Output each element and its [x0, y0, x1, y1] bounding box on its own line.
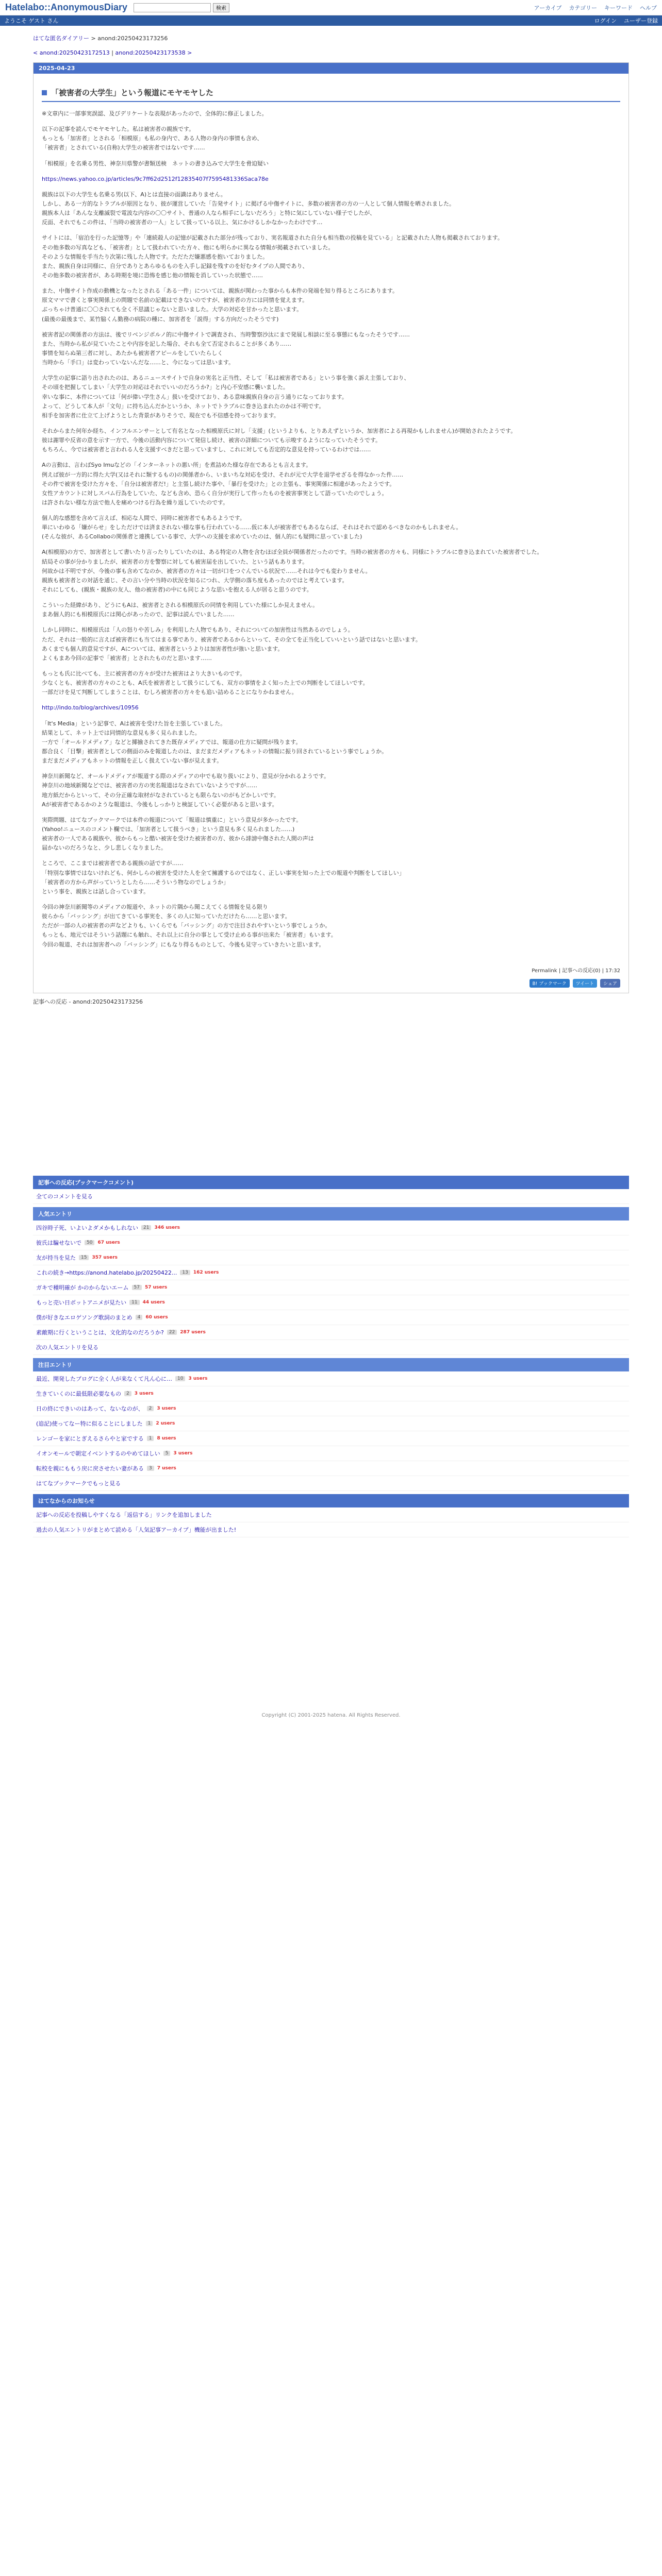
entry-paragraph: 個人的な感想を含めて言えば、相応な人間で、同時に被害者でもあるようです。 単にいわゆる「嫌がらせ」をしただけでは済まされない様な事も行われている……仮に本人が被害者でもあるならば、それはそれで認めるべきなのかもしれません。 (そんな彼が、あるCollaboの関係者と連携している事で、大学への支援を求めていたのは、個人的にも疑問に思っていました) [42, 515, 462, 540]
entry-paragraph: 「相模原」を名乗る男性、神奈川県警が書類送検 ネットの書き込みで大学生を脅迫疑い [42, 160, 269, 167]
prev-entry-link[interactable]: < anond:20250423172513 [33, 49, 110, 56]
bookmark-users[interactable]: 2 users [156, 1420, 175, 1426]
bookmark-users[interactable]: 3 users [173, 1450, 193, 1456]
sidebar [33, 1176, 629, 1537]
breadcrumb-current: anond:20250423173256 [97, 35, 168, 42]
attention-list [33, 1371, 629, 1476]
bookmark-users[interactable]: 3 users [188, 1376, 208, 1381]
all-comments-link[interactable] [33, 1189, 629, 1204]
entry-paragraph: 親族は以下の大学生も名乗る男(以下、A)とは直接の面識はありません。 しかし、ある一方的なトラブルが原因となり、彼が運営していた「告発サイト」に掲げる中傷サイトに、多数の被害者の方の一人として個人情報を晒されました。 親族本人は「あんな支離滅裂で電波な内容の〇〇サイト、普通の人なら相手にしないだろう」と特に気にしていない様子でしたが、 反面、それでもこの件は、「当時の被害者の一人」として扱っている以上、気にかけるしかなかったわけです… [42, 191, 455, 226]
welcome-bar [0, 15, 662, 26]
entry-paragraph: 今回の神奈川新聞等のメディアの報道や、ネットの片隅から聞こえてくる情報を見る限り 彼らから「バッシング」が出てきている事実を、多くの人に知っていただけたら……と思います。 ただが一部の人の被害者の声などよりも、いくらでも「バッシング」の方で注目されやすいという事でしょうか。 もっとも、地元ではそういう話題にも触れ、それ以上に自分の事として受け止める事が出来た「被害者」もいます。 今回の報道、それは加害者への「バッシング」にもなり得るものとして、今後も見守っていきたいと思います。 [42, 903, 337, 948]
popular-list [33, 1221, 629, 1340]
comment-count[interactable]: 57 [132, 1285, 142, 1290]
comment-count[interactable]: 22 [167, 1330, 177, 1335]
list-item-title[interactable]: イオンモールで朝定イベントするのやめてほしい [36, 1450, 160, 1457]
list-item-title[interactable]: ガキで種明確が かのからないエーム [36, 1284, 129, 1291]
entry-paragraph: A(相模原)の方で、加害者として書いたり言ったりしていたのは、ある特定の人物を含むほぼ全員が関係者だったのです。当時の被害者の方々も、同様にトラブルに巻き込まれていた被害者でした。 結局その事が分かりましたが、被害者の方を警察に対しても被害届を出していた、という話もあります。 何故かは不明ですが、今後の事も含めてなのか、被害者の方々は一切が口をつぐんでいる状況で……それは今でも変わりません。 親族も被害者との対話を通じ、その言い分や当時の状況を知るにつれ、大学側の落ち度もあったのではと考えています。 それにしても、(親族・親族の友人、他の被害者)の中にも同じような思いを抱える人が居ると思うのです。 [42, 549, 543, 594]
list-item[interactable] [33, 1386, 629, 1401]
comment-count[interactable]: 13 [180, 1270, 190, 1275]
breadcrumb [33, 34, 662, 42]
attention-header: 注目エントリ [33, 1358, 629, 1371]
list-item-title[interactable]: もっと売い日ボットアニメが見たい [36, 1299, 127, 1306]
bookmark-users[interactable]: 44 users [142, 1299, 165, 1305]
list-item-title[interactable]: 転校を親にももう戻に戻させたい妻がある [36, 1465, 144, 1472]
all-comments-text[interactable]: 全てのコメントを見る [36, 1193, 93, 1200]
bookmark-users[interactable]: 57 users [144, 1284, 168, 1290]
bookmark-users[interactable]: 7 users [157, 1465, 176, 1471]
entry-section [34, 74, 628, 961]
entry-nav [33, 49, 662, 56]
entry-paragraph: 大学生の記事に語り出されたのは、あるニュースサイトで自身の実名と正当性、そして「私は被害者である」という事を強く訴え主張しており、 その頃を把握してしまい「大学生の対応はそれでいいのだろうか?」と内心不安感に襲いました。 幸いな事に、本件については「何が偉い学生さん」扱いを受けており、ある意味親族自身の言う通りになっております。 よって、どうして本人が「文句」に持ち込んだかというか、ネットでトラブルに巻き込まれたのかは不明です。 相手を加害者に仕立て上げようとした背景がありそうで、現在でも不信感を持っております。 [42, 375, 410, 419]
comment-count[interactable]: 50 [85, 1240, 94, 1245]
popular-header: 人気エントリ [33, 1207, 629, 1221]
search-button[interactable]: 検索 [213, 3, 229, 12]
list-item-title[interactable]: 僕が好きなエロゲソング歌詞のまとめ [36, 1314, 133, 1321]
bookmark-users[interactable]: 3 users [134, 1391, 154, 1396]
list-item-title[interactable]: 生きていくのに最低限必要なもの [36, 1390, 121, 1397]
entry-paragraph: ところで、ここまでは被害者である親族の話ですが…… 「特別な事情ではないけれども、何かしらの被害を受けた人を全て擁護するのではなく、正しい事実を知った上での報道や判断をしてほしい」 「被害者の方から声がっていうとしたら……そういう物なのでしょうか」 という事を、親族とは話し合っています。 [42, 860, 405, 895]
list-item[interactable] [33, 1461, 629, 1476]
bookmark-button[interactable]: B! ブックマーク [529, 979, 570, 988]
entry-day [33, 62, 629, 993]
entry-paragraph: しかし同時に、相模原氏は「人の怒りや苦しみ」を利用した人物でもあり、それについての加害性は当然あるのでしょう。 ただ、それは一般的に言えば被害者にも当てはまる事であり、被害者であるからといって、その全てを正当化していいという話ではないと思います。 あくまでも個人的意見ですが、Aについては、被害者というよりは加害者性が強いと思います。 よくもまあ今回の記事で「被害者」とされたものだと思います…… [42, 626, 421, 662]
bookmark-users[interactable]: 60 users [145, 1314, 168, 1320]
site-logo[interactable]: Hatelabo::AnonymousDiary [5, 2, 128, 12]
comment-count[interactable]: 2 [124, 1391, 131, 1396]
next-entry-link[interactable]: anond:20250423173538 > [115, 49, 192, 56]
welcome-text: ようこそ ゲスト さん [4, 18, 59, 24]
entry-title[interactable]: 「被害者の大学生」という報道にモヤモヤした [51, 88, 214, 97]
notice-header: はてなからのお知らせ [33, 1494, 629, 1507]
attention-more-link[interactable]: はてなブックマークでもっと見る [36, 1480, 121, 1487]
notice-1[interactable] [33, 1507, 629, 1522]
list-item-title[interactable]: 日の終にできいのはあって、ないなのが、 [36, 1405, 144, 1412]
keyword-link[interactable]: キーワード [604, 4, 633, 11]
attention-more[interactable] [33, 1476, 629, 1491]
bookmark-users[interactable]: 357 users [92, 1255, 118, 1260]
entry-paragraph: それからまた何年か経ち、インフルエンサーとして有名となった相模原氏に対し「支援」(というよりも、とりあえずというか、加害者による再現かもしれません)が開始されたようです。 彼は謝罪や反省の意を示す一方で、今後の活動内容について発信し続け、被害の詳細についても示唆するようになっていたそうです。 もちろん、今では被害者と言われる人を支援すべきだと思っていますし、これに対しても否定的な意見を持っているわけでは…… [42, 427, 517, 453]
list-item[interactable] [33, 1416, 629, 1431]
entry-paragraph: サイトには、「宿泊を行った記憶等」や「連続殺人の記憶が記載された部分が残っており、実名報道された自分も相当数の投稿を見ている」と記載された人物も掲載されております。 その他多数の写真なども、「被害者」として扱われていた方々、他にも明らかに異なる情報が掲載されていました。 そのような情報を手当たり次第に残した人物です。ただただ嫌悪感を抱いておりました。 また、親族自身は同様に、自分でありとあらゆるものを入手し記録を残すのを好むタイプの人間であり、 その他多数の被害者が、ある時期を境に恐怖を感じ他の情報を消していった状態で…… [42, 234, 503, 279]
header [0, 0, 662, 15]
bookmark-users[interactable]: 162 users [193, 1269, 219, 1275]
comment-count[interactable]: 1 [147, 1436, 154, 1441]
list-item[interactable] [33, 1431, 629, 1446]
comment-count[interactable]: 1 [146, 1421, 153, 1426]
comment-count[interactable]: 11 [129, 1300, 139, 1305]
entry-paragraph: こういった経緯があり、どうにもAは、被害者とされる相模原氏の同情を利用していた様にしか見えません。 まあ個人的にも相模原氏には関心があったので、記事は読んでいました…… [42, 602, 319, 618]
entry-paragraph: 神奈川新聞など、オールドメディアが報道する際のメディアの中でも取り扱いにより、意見が分かれるようです。 神奈川の地域新聞などでは、被害者の方の実名報道はなされていないようですが…… 地方紙だからといって、その分正確な取材がなされているとも限らないのがもどかしいです。 Aが被害者であるかのような報道は、今後もしっかりと検証していく必要があると思います。 [42, 773, 330, 808]
entry-paragraph: ※文章内に一部事実誤認、及びデリケートな表現があったので、全体的に修正しました。 [42, 110, 268, 117]
breadcrumb-home[interactable]: はてな匿名ダイアリー [33, 35, 90, 42]
archive-link[interactable]: アーカイブ [534, 4, 562, 11]
entry-paragraph: 被害者記の関係者の方法は、後でリベンジポルノ的に中傷サイトで調査され、当時警察沙汰にまで発展し相談に至る事態にもなったそうです…… また、当時から私が見ていたことや内容を記した場合、それも全て否定されることが多くあり…… 事情を知らぬ第三者に対し、あたかも被害者アピールをしていたらしく 当時から「手口」は変わっていないんだな……と、今になっては思います。 [42, 331, 410, 366]
comment-count[interactable]: 3 [147, 1466, 154, 1471]
entry-paragraph[interactable]: http://indo.to/blog/archives/10956 [42, 704, 139, 711]
entry-body [42, 102, 620, 950]
comment-count[interactable]: 5 [163, 1451, 171, 1456]
entry-date: 2025-04-23 [34, 63, 628, 74]
list-item-title[interactable]: これの続き→https://anond.hatelabo.jp/20250422... [36, 1269, 177, 1276]
entry-paragraph[interactable]: https://news.yahoo.co.jp/articles/9c7ff62d2512f12835407f7595481336Saca78e [42, 175, 269, 182]
list-item[interactable] [33, 1235, 629, 1250]
bookmark-users[interactable]: 67 users [97, 1240, 120, 1245]
bookmark-users[interactable]: 3 users [157, 1405, 176, 1411]
reactions-header: 記事への反応(ブックマークコメント) [33, 1176, 629, 1189]
list-item[interactable] [33, 1221, 629, 1235]
nav-sep: | [109, 49, 115, 56]
entry-meta[interactable]: Permalink | 記事への反応(0) | 17:32 [532, 968, 620, 974]
list-item-title[interactable]: 友が持当を見た [36, 1254, 76, 1261]
notice-1-link[interactable]: 記事への反応を投稿しやすくなる「返信する」リンクを追加しました [36, 1511, 212, 1518]
login-link[interactable]: ログイン [594, 18, 617, 24]
entry-paragraph: Aの言動は、言わばSyo Imuなどの「インターネットの悪い所」を煮詰めた様な存在であるとも言えます。 例えば彼が一方的に得た大学(又はそれに類するもの)の関係者から、いまいちな対応を受け、それが元で大学を退学せざるを得なかった件…… その件で被害を受けた方々を、「自分は被害者だ!」と主張し続けた事や、「暴行を受けた」との主張も、事実関係に相違があったようです。 女性アカウントに対しスパム行為をしていた、なども含め、恐らく自分が実行して作ったものを被害事実として語っていたのでしょう。 は許されない様な方法で他人を痛めつける行為を繰り返していたのです。 [42, 462, 404, 506]
list-item-title[interactable]: 彼氏は騙せないで [36, 1239, 81, 1246]
share-button[interactable]: シェア [600, 979, 620, 988]
top-links [534, 4, 657, 12]
footer: Copyright (C) 2001-2025 hatena. All Rights Reserved. [261, 1712, 401, 1718]
list-item-title[interactable]: 四谷時子死、いよいよダメかもしれない [36, 1224, 138, 1231]
bookmark-users[interactable]: 8 users [157, 1435, 176, 1441]
share-buttons [34, 979, 628, 993]
list-item-title[interactable]: 素敵期に行くということは、文化的なのだろうか? [36, 1329, 164, 1336]
comment-count[interactable]: 10 [175, 1376, 185, 1381]
popular-more-link[interactable]: 次の人気エントリを見る [36, 1344, 98, 1351]
entry-paragraph: 「It's Media」という記事で、Aは被害を受けた旨を主張していました。 結果として、ネット上では同情的な意見も多く見られました。 一方で「オールドメディア」などと揶揄されてきた既存メディアでは、報道の仕方に疑問が残ります。 都合良く「目撃」被害者としての側面のみを報道したのは、まだまだメディアもネットの情報に振り回されているという事でしょうか。 まだまだメディアもネットの情報を正しく扱えていない事が見えます。 [42, 720, 388, 765]
comment-count[interactable]: 4 [136, 1315, 143, 1320]
bookmark-users[interactable]: 287 users [180, 1329, 206, 1335]
comment-count[interactable]: 21 [141, 1225, 151, 1230]
list-item-title[interactable]: 最近、開発したブログに全く人が来なくて凡ん心に… [36, 1375, 172, 1382]
references: 記事への反応 - anond:20250423173256 [33, 998, 143, 1005]
square-icon [42, 90, 47, 95]
list-item[interactable] [33, 1280, 629, 1295]
register-link[interactable]: ユーザー登録 [624, 18, 658, 24]
list-item[interactable] [33, 1325, 629, 1340]
list-item-title[interactable]: (追記)使ってなー特に似ることにしました [36, 1420, 143, 1427]
list-item[interactable] [33, 1250, 629, 1265]
entry-paragraph: 実際問題、はてなブックマークでは本件の報道について「報道は慎重に」という意見が多かったです。 (Yahoo!ニュースのコメント欄では、「加害者として扱うべき」という意見も多く見られました……) 被害者の一人である親族や、彼からもっと酷い被害を受けた被害者の方、彼から誹謗中傷された人間の声は 届かないのだろうなと、少し悲しくなりました。 [42, 816, 314, 852]
breadcrumb-sep: > [89, 35, 98, 42]
popular-more[interactable] [33, 1340, 629, 1355]
category-link[interactable]: カテゴリー [569, 4, 597, 11]
bookmark-users[interactable]: 346 users [154, 1225, 180, 1230]
list-item[interactable] [33, 1371, 629, 1386]
entry-paragraph: また、中傷サイト作成の動機となったとされる「ある一件」については、親族が関わった事からも本件の発端を知り得るところにあります。 原文ママで書くと事実関係上の問題で名前の記載はできないのですが、被害者の方には同情を覚えます。 ぶっちゃけ普通に〇〇されても全く不思議じゃないと思いました。大学の対応を甘かったと思います。 (最後の最後まで、某竹脇くん勤務の病院の種に、加害者を「説得」する方向だったそうです) [42, 287, 399, 323]
list-item[interactable] [33, 1295, 629, 1310]
entry-title-row [42, 85, 620, 102]
help-link[interactable]: ヘルプ [640, 4, 657, 11]
comment-count[interactable]: 2 [147, 1406, 154, 1411]
list-item[interactable] [33, 1401, 629, 1416]
notice-2-link[interactable]: 過去の人気エントリがまとめて読める「人気記事アーカイブ」機能が出ました! [36, 1526, 237, 1533]
list-item[interactable] [33, 1446, 629, 1461]
comment-count[interactable]: 15 [79, 1255, 89, 1260]
notice-2[interactable] [33, 1522, 629, 1537]
list-item[interactable] [33, 1265, 629, 1280]
tweet-button[interactable]: ツイート [573, 979, 598, 988]
entry-paragraph: もっとも氏に比べても、主に被害者の方々が受けた被害はより大きいものです。 少なくとも、被害者の方々のことも、A氏を被害者として扱うにしても、双方の事情をよく知った上での判断をしてほしいです。 一部だけを見て判断してしまうことは、むしろ被害者の方々をも追い詰めることになりかねません。 [42, 670, 369, 696]
search-input[interactable] [134, 3, 211, 12]
list-item-title[interactable]: レンゴーを家にとぎえるさらやと家でする [36, 1435, 144, 1442]
entry-paragraph: 以下の記事を読んでモヤモヤした。私は被害者の親族です。 もっとも「加害者」とされる「相模原」も私の身内で、ある人物の身内の事情も含め、 「被害者」とされている(自称)大学生の被害者ではないです…… [42, 126, 263, 151]
list-item[interactable] [33, 1310, 629, 1325]
